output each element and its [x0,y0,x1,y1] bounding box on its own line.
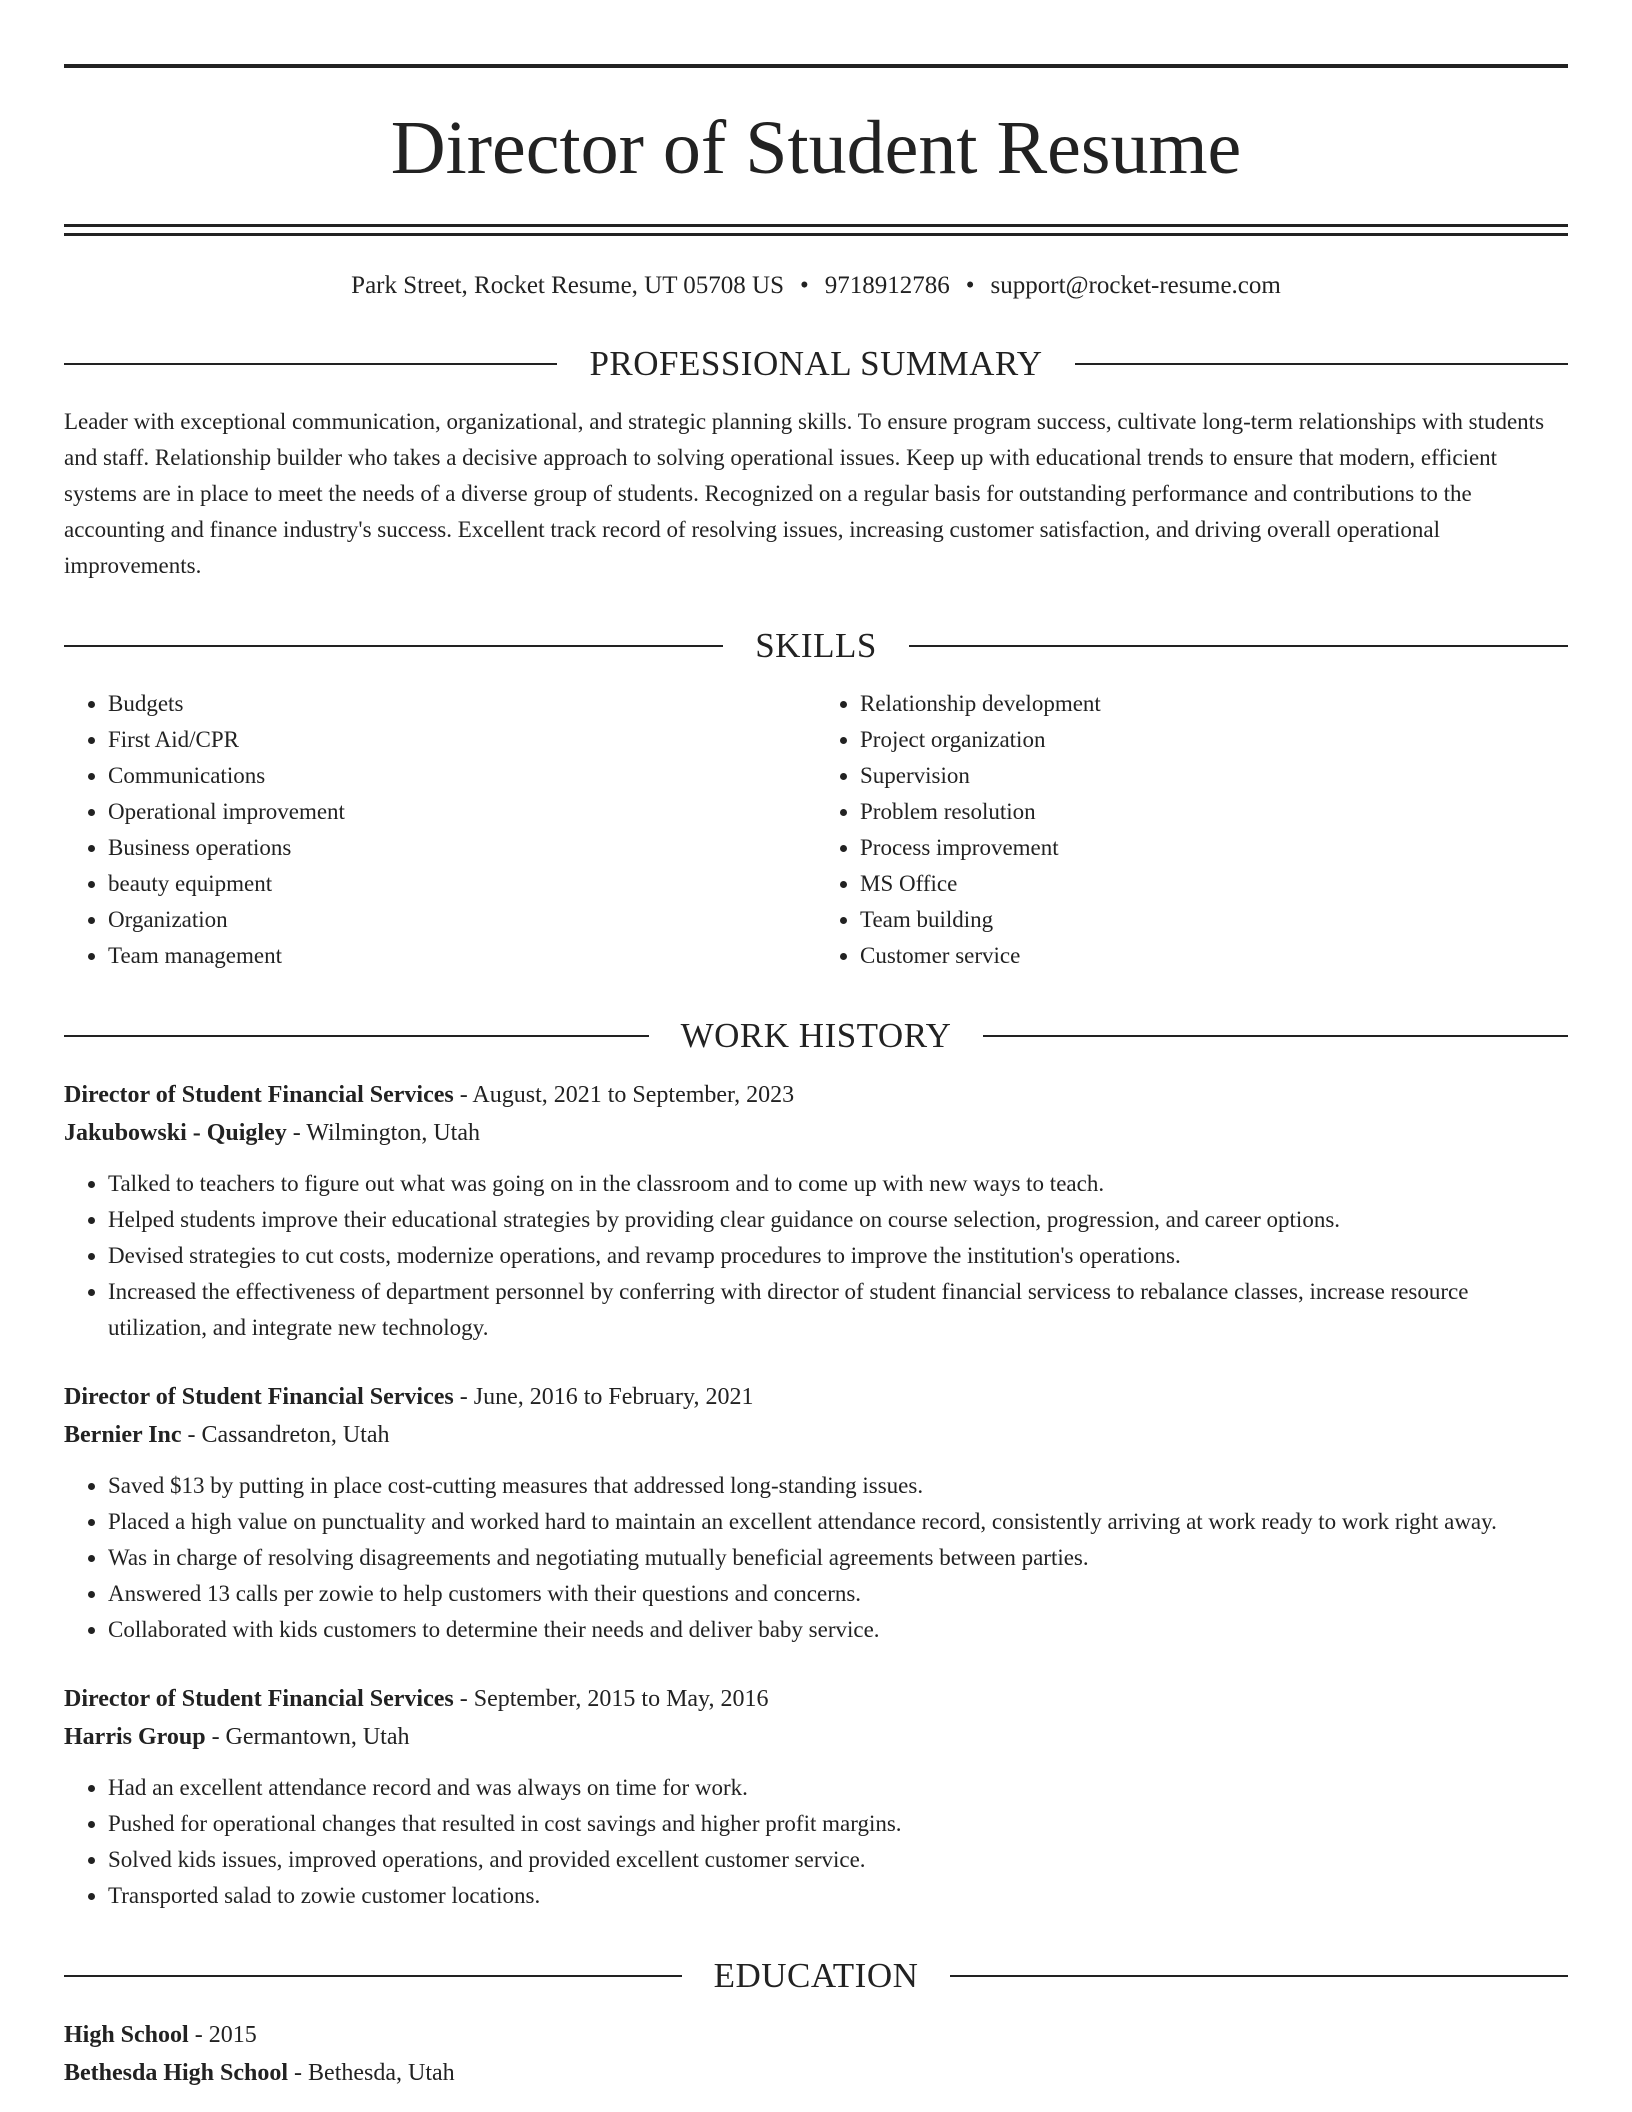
skill-item: • Communications [108,758,816,794]
job-title: Director of Student Financial Services [64,1686,454,1712]
education-school-line [64,2054,1568,2092]
education-heading [64,1954,1568,1998]
job-location: - Wilmington, Utah [286,1120,480,1146]
job-entry [64,1378,1568,1648]
skill-item: • Customer service [860,938,1568,974]
job-location: - Germantown, Utah [205,1724,410,1750]
heading-rule-right [909,645,1568,647]
job-company-line [64,1718,1568,1756]
heading-rule-right [950,1975,1568,1977]
skill-item: • Budgets [108,686,816,722]
summary-heading-label: PROFESSIONAL SUMMARY [589,344,1043,383]
heading-rule-left [64,1035,649,1037]
job-bullet: • Answered 13 calls per zowie to help customers with their questions and concerns. [108,1576,1568,1612]
job-entry [64,1680,1568,1914]
skills-heading-label: SKILLS [755,626,877,665]
resume-page [64,64,1568,2092]
contact-line [64,270,1568,302]
skill-item: • Relationship development [860,686,1568,722]
skill-item: • Team building [860,902,1568,938]
summary-heading [64,342,1568,386]
education-location: - Bethesda, Utah [288,2060,455,2086]
education-degree: High School [64,2022,189,2048]
job-title: Director of Student Financial Services [64,1082,454,1108]
job-bullets [64,1770,1568,1914]
skills-heading [64,624,1568,668]
job-bullet: • Increased the effectiveness of department personnel by conferring with director of student financial servicess to rebalance classes, increase resource utilization, and integrate new technology. [108,1274,1568,1346]
contact-separator: • [965,272,975,299]
job-bullets [64,1468,1568,1648]
job-company: Harris Group [64,1724,206,1750]
summary-text: Leader with exceptional communication, organizational, and strategic planning skills. To ensure program success, cultivate long-term relationships with students and staff. Relationship builder who takes a decisive approach to solving operational issues. Keep up with educational trends to ensure that modern, efficient systems are in place to meet the needs of a diverse group of students. Recognized on a regular basis for outstanding performance and contributions to the accounting and finance industry's success. Excellent track record of resolving issues, increasing customer satisfaction, and driving overall operational improvements. [64,409,1545,578]
job-company: Jakubowski - Quigley [64,1120,287,1146]
job-title-line [64,1378,1568,1416]
education-degree-line [64,2016,1568,2054]
job-dates: - September, 2015 to May, 2016 [453,1686,769,1712]
work-heading-label: WORK HISTORY [680,1016,952,1055]
job-bullet: • Had an excellent attendance record and was always on time for work. [108,1770,1568,1806]
skill-item: • First Aid/CPR [108,722,816,758]
job-dates: - August, 2021 to September, 2023 [453,1082,795,1108]
job-bullet: • Collaborated with kids customers to determine their needs and deliver baby service. [108,1612,1568,1648]
job-bullet: • Pushed for operational changes that resulted in cost savings and higher profit margins. [108,1806,1568,1842]
skill-item: • Project organization [860,722,1568,758]
job-bullet: • Was in charge of resolving disagreements and negotiating mutually beneficial agreements between parties. [108,1540,1568,1576]
education-school: Bethesda High School [64,2060,289,2086]
job-bullet: • Talked to teachers to figure out what was going on in the classroom and to come up with new ways to teach. [108,1166,1568,1202]
job-location: - Cassandreton, Utah [181,1422,390,1448]
skill-item: • Team management [108,938,816,974]
job-bullet: • Placed a high value on punctuality and worked hard to maintain an excellent attendance record, consistently arriving at work ready to work right away. [108,1504,1568,1540]
contact-separator: • [800,272,809,299]
education-heading-label: EDUCATION [713,1956,919,1995]
job-title-line [64,1076,1568,1114]
contact-phone: 9718912786 [824,272,950,299]
skill-item: • Process improvement [860,830,1568,866]
contact-address: Park Street, Rocket Resume, UT 05708 US [351,272,784,299]
job-company-line [64,1416,1568,1454]
header-double-rule [64,224,1568,236]
job-bullet: • Helped students improve their educational strategies by providing clear guidance on course selection, progression, and career options. [108,1202,1568,1238]
education-year: - 2015 [188,2022,257,2048]
heading-rule-right [1075,363,1568,365]
skill-item: • Business operations [108,830,816,866]
skills-list-right [816,686,1568,974]
heading-rule-left [64,645,723,647]
header-top-rule [64,64,1568,68]
job-bullet: • Solved kids issues, improved operations, and provided excellent customer service. [108,1842,1568,1878]
skill-item: • beauty equipment [108,866,816,902]
job-bullets [64,1166,1568,1346]
job-bullet: • Transported salad to zowie customer locations. [108,1878,1568,1914]
skill-item: • Problem resolution [860,794,1568,830]
skill-item: • Supervision [860,758,1568,794]
resume-title: Director of Student Resume [390,106,1242,190]
job-dates: - June, 2016 to February, 2021 [453,1384,754,1410]
heading-rule-right [983,1035,1568,1037]
skills-list-left [64,686,816,974]
skill-item: • MS Office [860,866,1568,902]
skill-item: • Operational improvement [108,794,816,830]
skill-item: • Organization [108,902,816,938]
contact-email: support@rocket-resume.com [990,272,1281,299]
job-company-line [64,1114,1568,1152]
heading-rule-left [64,1975,682,1977]
job-entry [64,1076,1568,1346]
work-heading [64,1014,1568,1058]
job-company: Bernier Inc [64,1422,182,1448]
job-title-line [64,1680,1568,1718]
job-bullet: • Saved $13 by putting in place cost-cutting measures that addressed long-standing issues. [108,1468,1568,1504]
skills-columns [64,686,1568,974]
job-bullet: • Devised strategies to cut costs, modernize operations, and revamp procedures to improve the institution's operations. [108,1238,1568,1274]
job-title: Director of Student Financial Services [64,1384,454,1410]
heading-rule-left [64,363,557,365]
